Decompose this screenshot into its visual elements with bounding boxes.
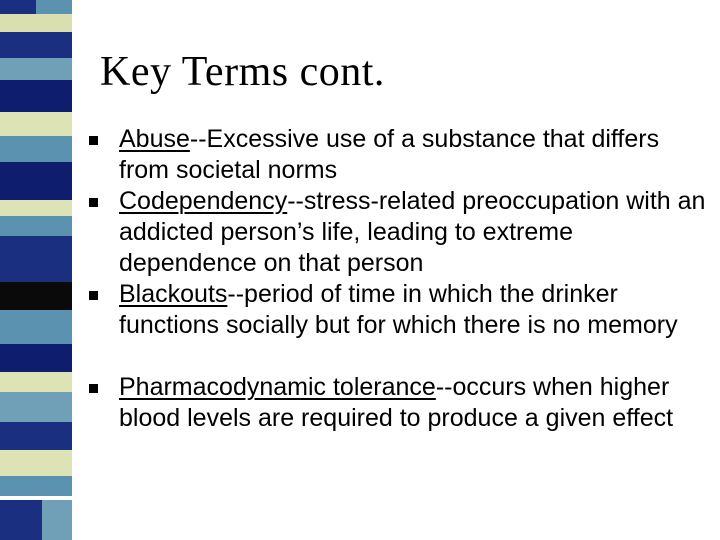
list-item-text — [119, 186, 714, 279]
bullet-square-icon — [89, 136, 98, 145]
stripe-block — [0, 282, 72, 310]
stripe-block — [0, 112, 72, 136]
list-item-text — [119, 124, 714, 186]
stripe-block — [0, 450, 72, 476]
stripe-block — [0, 32, 72, 58]
bullet-square-icon — [89, 384, 98, 393]
term-definition: --occurs when higher blood levels are required to produce a given effect — [119, 373, 674, 432]
slide-title: Key Terms cont. — [100, 49, 385, 95]
stripe-block — [0, 200, 72, 216]
bullet-square-icon — [89, 291, 98, 300]
list-item-abuse — [89, 124, 714, 186]
term-definition: --Excessive use of a substance that differs from societal norms — [119, 125, 660, 184]
terms-list — [89, 124, 714, 465]
list-item-codependency — [89, 186, 714, 279]
stripe-block — [0, 344, 72, 372]
stripe-block — [42, 500, 72, 540]
stripe-block — [0, 14, 72, 32]
term-label: Blackouts — [119, 280, 228, 308]
term-label: Abuse — [119, 125, 190, 153]
stripe-block — [0, 372, 72, 392]
decorative-stripe — [0, 0, 72, 540]
bullet-square-icon — [89, 198, 98, 207]
term-definition: --period of time in which the drinker functions socially but for which there is no memory — [119, 280, 678, 339]
list-item-text — [119, 279, 714, 341]
stripe-block — [0, 136, 72, 162]
list-item-pharmacodynamic-tolerance — [89, 372, 714, 465]
term-label: Codependency — [119, 187, 288, 215]
term-label: Pharmacodynamic tolerance — [119, 373, 436, 401]
list-item-blackouts — [89, 279, 714, 372]
stripe-block — [0, 236, 72, 282]
term-definition: --stress-related preoccupation with an addicted person’s life, leading to extreme dependence on that person — [119, 187, 706, 277]
stripe-block — [0, 216, 72, 236]
stripe-block — [0, 162, 72, 200]
stripe-block — [0, 310, 72, 344]
stripe-block — [0, 392, 72, 422]
list-item-text — [119, 372, 714, 434]
stripe-block — [0, 0, 36, 14]
stripe-block — [0, 80, 72, 112]
stripe-block — [0, 476, 72, 496]
stripe-block — [0, 500, 42, 540]
stripe-block — [0, 58, 72, 80]
stripe-block — [36, 0, 72, 14]
stripe-block — [0, 422, 72, 450]
